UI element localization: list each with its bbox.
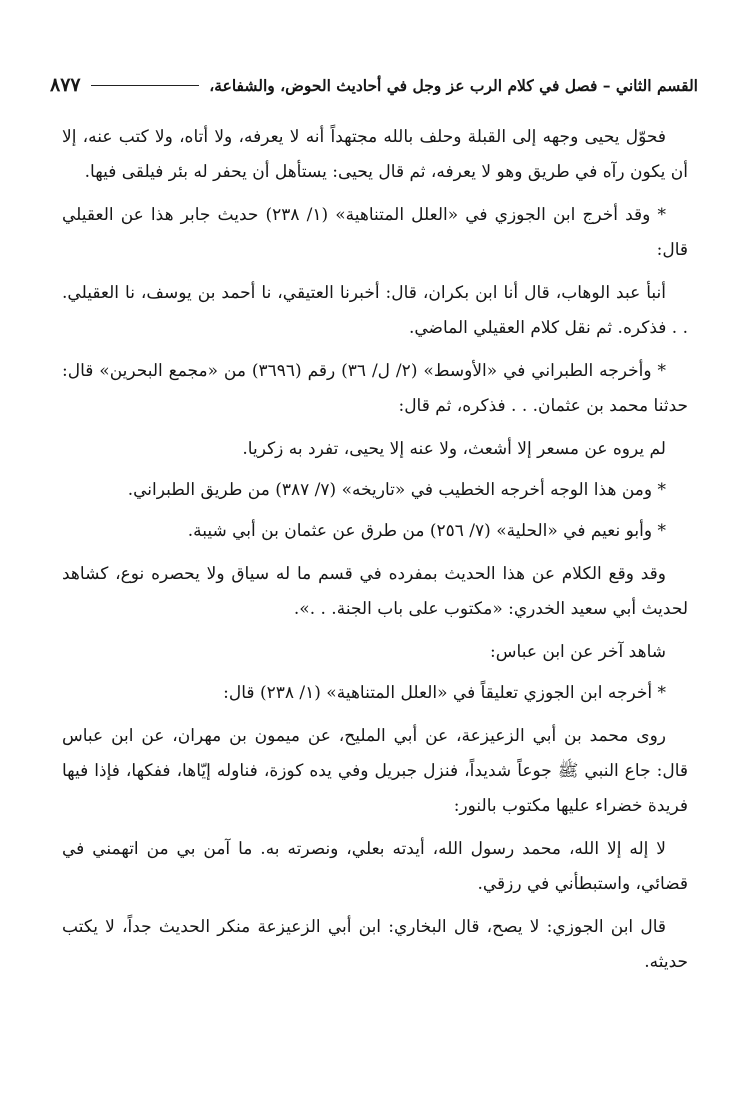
paragraph-ibn-abbas-heading: شاهد آخر عن ابن عباس: (490, 642, 666, 662)
running-title: القسم الثاني – فصل في كلام الرب عز وجل في أحاديث الحوض، والشفاعة، (209, 75, 698, 95)
page-body (62, 120, 688, 988)
paragraph-ibn-jawzi-jabir: * وقد أخرج ابن الجوزي في «العلل المتناهية» (١/ ٢٣٨) حديث جابر هذا عن العقيلي قال: (62, 205, 688, 260)
paragraph-isnad-abd-wahhab: أنبأ عبد الوهاب، قال أنا ابن بكران، قال: أخبرنا العتيقي، نا أحمد بن يوسف، نا العقيلي. . . فذكره. ثم نقل كلام العقيلي الماضي. (62, 283, 688, 338)
paragraph-ibn-jawzi-verdict: قال ابن الجوزي: لا يصح، قال البخاري: ابن أبي الزعيزعة منكر الحديث جداً، لا يكتب حديثه. (62, 917, 688, 972)
header-rule (91, 85, 200, 86)
paragraph-tabarani-comment: لم يروه عن مسعر إلا أشعث، ولا عنه إلا يحيى، تفرد به زكريا. (242, 439, 666, 459)
paragraph-ibn-abbas-narration: روى محمد بن أبي الزعيزعة، عن أبي المليح، عن ميمون بن مهران، عن ابن عباس قال: جاع النبي ﷺ جوعاً شديداً، فنزل جبريل وفي يده كوزة، فناوله إيّاها، ففكها، فإذا فيها فريدة خضراء عليها مكتوب بالنور: (62, 726, 688, 816)
paragraph-abu-nuaym-hilya: * وأبو نعيم في «الحلية» (٧/ ٢٥٦) من طرق عن عثمان بن أبي شيبة. (187, 521, 666, 541)
paragraph-inscription-text: لا إله إلا الله، محمد رسول الله، أيدته بعلي، ونصرته به. ما آمن بي من اتهمني في قضائي، واستبطأني في رزقي. (62, 839, 688, 894)
paragraph-khudri-witness: وقد وقع الكلام عن هذا الحديث بمفرده في قسم ما له سياق ولا يحصره نوع، كشاهد لحديث أبي سعيد الخدري: «مكتوب على باب الجنة. . .». (62, 564, 688, 619)
page-number: ٨٧٧ (50, 74, 81, 96)
paragraph-ibn-jawzi-taliq: * أخرجه ابن الجوزي تعليقاً في «العلل المتناهية» (١/ ٢٣٨) قال: (223, 683, 666, 703)
page-header (50, 68, 698, 102)
paragraph-tabarani-awsat: * وأخرجه الطبراني في «الأوسط» (٢/ ل/ ٣٦) رقم (٣٦٩٦) من «مجمع البحرين» قال: حدثنا محمد بن عثمان. . . فذكره، ثم قال: (62, 361, 688, 416)
paragraph-yahya-oath: فحوّل يحيى وجهه إلى القبلة وحلف بالله مجتهداً أنه لا يعرفه، ولا أتاه، ولا كتب عنه، إلا أن يكون رآه في طريق وهو لا يعرفه، ثم قال يحيى: يستأهل أن يحفر له بئر فيلقى فيها. (62, 127, 688, 182)
paragraph-khatib-tarikh: * ومن هذا الوجه أخرجه الخطيب في «تاريخه» (٧/ ٣٨٧) من طريق الطبراني. (127, 480, 666, 500)
